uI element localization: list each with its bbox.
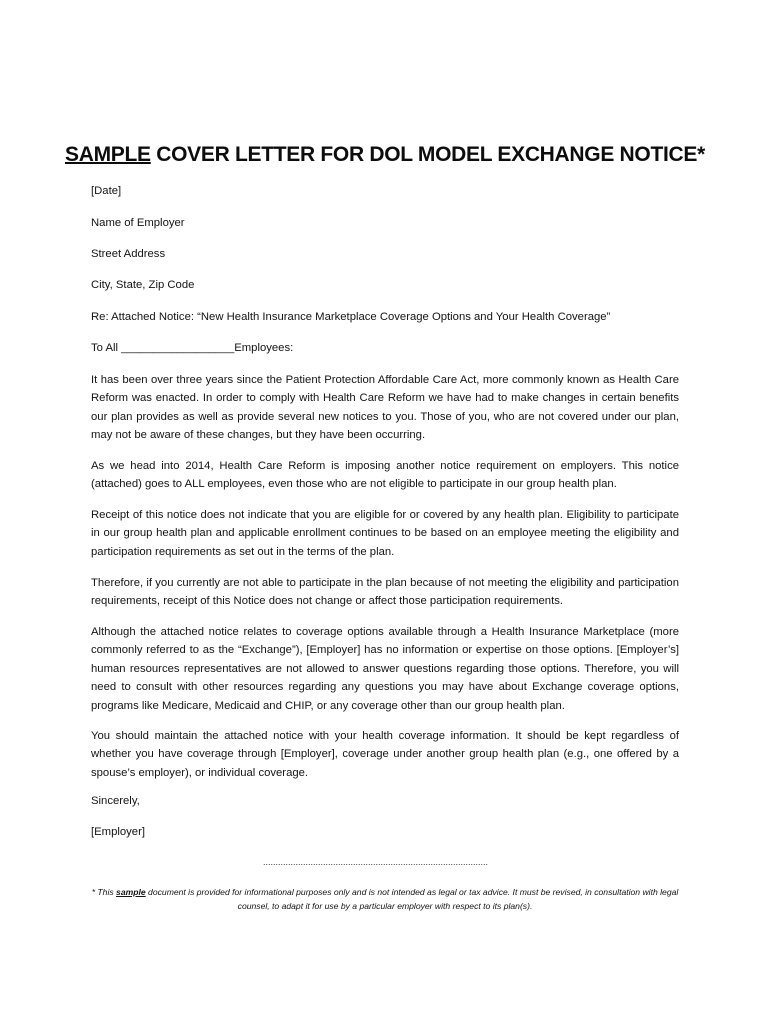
- paragraph-3: Receipt of this notice does not indicate that you are eligible for or covered by any health plan. Eligibility to participate in our group health plan and applicable enrollment continues to be based on an employee meeting the eligibility and participation requirements as set out in the terms of the plan.: [91, 509, 679, 558]
- city-state-zip: City, State, Zip Code: [91, 279, 195, 291]
- date-placeholder: [Date]: [91, 185, 122, 197]
- paragraph-5: Although the attached notice relates to coverage options available through a Health Insurance Marketplace (more commonly referred to as the “Exchange”), [Employer] has no information or expertise on those options. [Employer’s] human resources representatives are not allowed to answer questions regarding those options. Therefore, you will need to consult with other resources regarding any questions you may have about Exchange coverage options, programs like Medicare, Medicaid and CHIP, or any coverage other than our group health plan.: [91, 626, 679, 712]
- paragraph-1: It has been over three years since the Patient Protection Affordable Care Act, more commonly known as Health Care Reform was enacted. In order to comply with Health Care Reform we have had to make changes in certain benefits our plan provides as well as provide several new notices to you. Those of you, who are not covered under our plan, may not be aware of these changes, but they have been occurring.: [91, 374, 679, 442]
- re-line: Re: Attached Notice: “New Health Insurance Marketplace Coverage Options and Your Health Coverage”: [91, 311, 611, 323]
- document-title: [60, 143, 710, 167]
- paragraph-2: As we head into 2014, Health Care Reform is imposing another notice requirement on employers. This notice (attached) goes to ALL employees, even those who are not eligible to participate in our group health plan.: [91, 460, 679, 491]
- footnote-prefix: * This: [91, 887, 117, 897]
- street-address: Street Address: [91, 248, 166, 260]
- footnote-emphasis: sample: [116, 887, 146, 897]
- salutation: To All __________________Employees:: [91, 342, 294, 354]
- title-emphasis: SAMPLE: [65, 143, 151, 166]
- closing-sincerely: Sincerely,: [91, 795, 140, 807]
- paragraph-6: You should maintain the attached notice with your health coverage information. It should be kept regardless of whether you have coverage through [Employer], coverage under another group health plan (e.g., one offered by a spouse’s employer), or individual coverage.: [91, 730, 679, 779]
- paragraph-4: Therefore, if you currently are not able to participate in the plan because of not meeting the eligibility and participation requirements, receipt of this Notice does not change or affect those participation requirements.: [91, 577, 679, 608]
- title-rest: COVER LETTER FOR DOL MODEL EXCHANGE NOTICE*: [150, 143, 705, 166]
- closing-signature: [Employer]: [91, 826, 145, 838]
- separator-dots: ..........................................................................................: [263, 857, 489, 867]
- footnote: [80, 885, 690, 913]
- employer-name: Name of Employer: [91, 217, 185, 229]
- footnote-rest: document is provided for informational purposes only and is not intended as legal or tax advice. It must be revised, in consultation with legal counsel, to adapt it for use by a particular employer with respect to its plan(s).: [145, 887, 679, 911]
